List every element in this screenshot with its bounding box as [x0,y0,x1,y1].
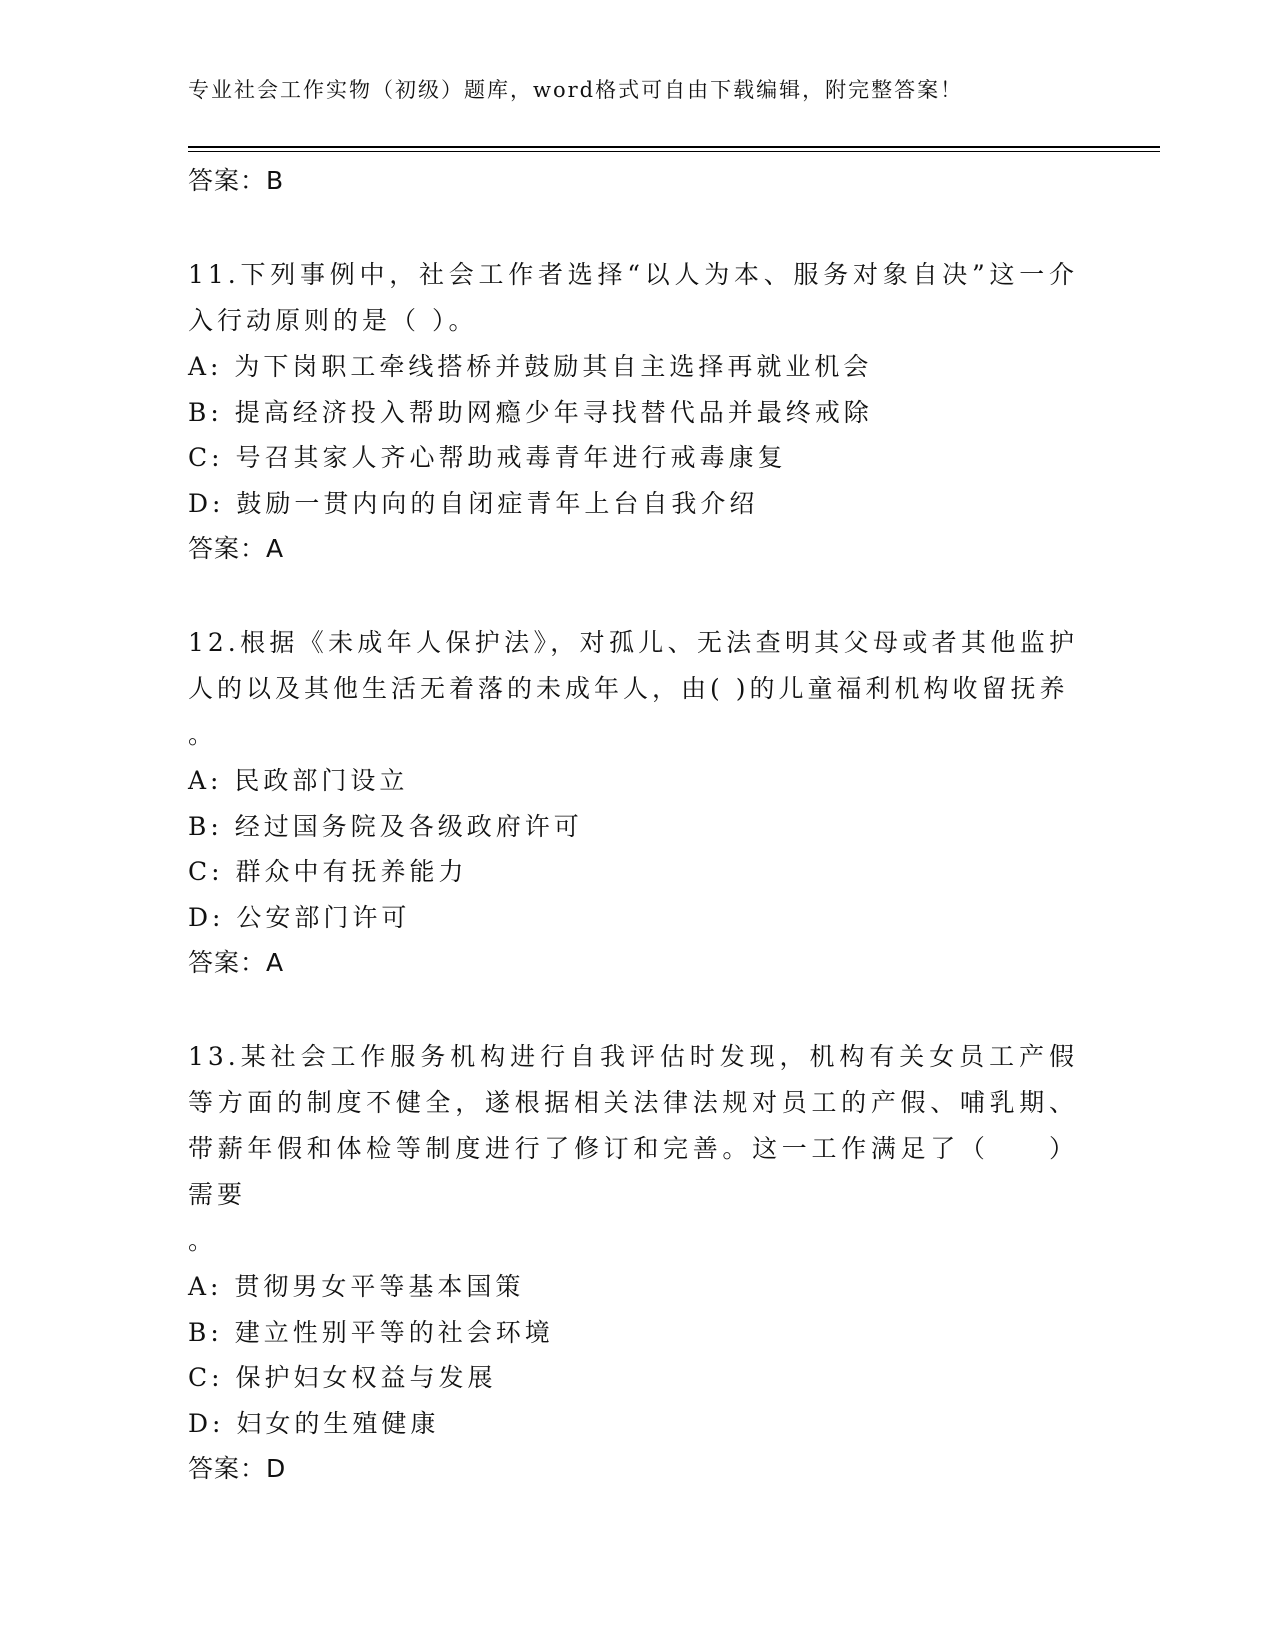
page-header: 专业社会工作实物（初级）题库，word格式可自由下载编辑，附完整答案！ [188,78,964,102]
answer: 答案：A [188,534,285,563]
answer: 答案：D [188,1454,287,1483]
question-12 [188,620,1078,986]
question-tail-punctuation: 。 [188,720,218,749]
option-b: B: 经过国务院及各级政府许可 [188,811,583,841]
header-divider [188,146,1160,152]
answer-previous: 答案：B [188,166,285,195]
option-d: D: 妇女的生殖健康 [188,1408,440,1438]
option-c: C: 保护妇女权益与发展 [188,1363,497,1392]
option-c: C: 号召其家人齐心帮助戒毒青年进行戒毒康复 [188,443,787,472]
option-d: D: 鼓励一贯内向的自闭症青年上台自我介绍 [188,488,759,518]
option-b: B: 建立性别平等的社会环境 [188,1317,554,1347]
question-13 [188,1034,1078,1492]
option-c: C: 群众中有抚养能力 [188,857,468,886]
option-a: A: 为下岗职工牵线搭桥并鼓励其自主选择再就业机会 [188,352,873,381]
document-body [188,158,1078,1492]
answer: 答案：A [188,948,285,977]
question-text: 11.下列事例中，社会工作者选择“以人为本、服务对象自决”这一介入行动原则的是（ ）。 [188,260,1078,335]
option-d: D: 公安部门许可 [188,902,411,932]
question-text: 13.某社会工作服务机构进行自我评估时发现，机构有关女员工产假等方面的制度不健全，遂根据相关法律法规对员工的产假、哺乳期、带薪年假和体检等制度进行了修订和完善。这一工作满足了（ ）需要 [188,1042,1078,1209]
question-text: 12.根据《未成年人保护法》，对孤儿、无法查明其父母或者其他监护人的以及其他生活无着落的未成年人，由( )的儿童福利机构收留抚养 [188,628,1078,703]
option-a: A: 民政部门设立 [188,766,409,795]
option-b: B: 提高经济投入帮助网瘾少年寻找替代品并最终戒除 [188,397,873,427]
question-tail-punctuation: 。 [188,1226,218,1255]
question-11 [188,252,1078,572]
option-a: A: 贯彻男女平等基本国策 [188,1272,525,1301]
